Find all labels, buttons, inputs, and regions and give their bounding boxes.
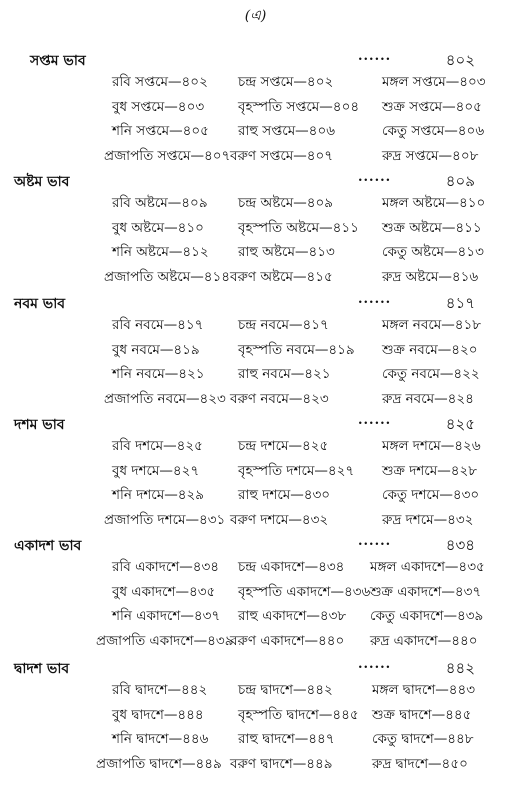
entry: রবি দশমে—৪২৫: [112, 438, 203, 454]
entry-row: [0, 217, 511, 242]
entry: রবি নবমে—৪১৭: [112, 317, 204, 333]
entry: শুক্র দ্বাদশে—৪৪৫: [372, 706, 472, 723]
entry: কেতু দশমে—৪৩০: [382, 487, 480, 503]
entry-row: [0, 605, 511, 630]
entry: কেতু অষ্টমে—৪১৩: [382, 244, 484, 260]
entry: বুধ অষ্টমে—৪১০: [112, 219, 204, 236]
section-title: দশম ভাব: [14, 417, 65, 433]
entry: কেতু নবমে—৪২২: [382, 366, 480, 382]
entry: বৃহস্পতি অষ্টমে—৪১১: [238, 219, 359, 236]
entry: রাহু নবমে—৪২১: [238, 366, 331, 382]
entry: শনি দশমে—৪২৯: [112, 487, 204, 503]
section-page-number: ৪১৭: [445, 294, 475, 312]
entry-row: [0, 679, 511, 704]
entry-row: [0, 363, 511, 388]
entry-row: [0, 71, 511, 96]
entry: বরুণ দশমে—৪৩২: [230, 511, 329, 528]
entry: রবি একাদশে—৪৩৪: [112, 559, 220, 575]
entry: শুক্র দশমে—৪২৮: [382, 462, 477, 479]
entry: কেতু একাদশে—৪৩৯: [370, 608, 484, 624]
entry: কেতু সপ্তমে—৪০৬: [382, 123, 485, 139]
entry: বৃহস্পতি দ্বাদশে—৪৪৫: [238, 706, 359, 723]
entry: মঙ্গল সপ্তমে—৪০৩: [382, 74, 486, 90]
section-title: সপ্তম ভাব: [30, 53, 86, 69]
entry: রুদ্র সপ্তমে—৪০৮: [382, 147, 479, 164]
entry: প্রজাপতি একাদশে—৪৩৯: [96, 632, 234, 649]
entry: রুদ্র দ্বাদশে—৪৫০: [372, 755, 468, 772]
section-header: [0, 49, 511, 71]
entry: শনি সপ্তমে—৪০৫: [112, 123, 209, 139]
leader-dots: ......: [358, 534, 392, 549]
entry: শনি দ্বাদশে—৪৪৬: [112, 731, 209, 747]
entry: বরুণ নবমে—৪২৩: [230, 390, 329, 407]
entry: বুধ দ্বাদশে—৪৪৪: [112, 706, 204, 723]
entry-row: [0, 556, 511, 581]
entry: শনি অষ্টমে—৪১২: [112, 244, 209, 260]
section-page-number: ৪০২: [445, 51, 475, 69]
entry: রাহু দ্বাদশে—৪৪৭: [238, 731, 335, 747]
entry-row: [0, 704, 511, 729]
entry: বরুণ অষ্টমে—৪১৫: [230, 268, 333, 285]
entry-row: [0, 314, 511, 339]
section-page-number: ৪৪২: [445, 659, 475, 677]
entry-row: [0, 460, 511, 485]
entry: চন্দ্র দ্বাদশে—৪৪২: [238, 682, 333, 698]
section-page-number: ৪০৯: [445, 172, 475, 190]
section-title: একাদশ ভাব: [14, 538, 82, 554]
entry-row: [0, 630, 511, 655]
entry: কেতু দ্বাদশে—৪৪৮: [372, 731, 474, 747]
entry-row: [0, 241, 511, 266]
entry: মঙ্গল দশমে—৪২৬: [382, 438, 481, 454]
section-saptam-bhav: [0, 49, 511, 169]
entry: শুক্র নবমে—৪২০: [382, 341, 478, 358]
entry: রাহু সপ্তমে—৪০৬: [238, 123, 336, 139]
section-title: নবম ভাব: [14, 296, 66, 312]
entry-row: [0, 266, 511, 291]
entry-row: [0, 145, 511, 170]
entry-row: [0, 509, 511, 534]
entry: বুধ দশমে—৪২৭: [112, 462, 200, 479]
leader-dots: ......: [358, 292, 392, 307]
entry: বুধ নবমে—৪১৯: [112, 341, 200, 358]
section-page-number: ৪৩৪: [445, 536, 475, 554]
entry: বরুণ দ্বাদশে—৪৪৯: [230, 755, 333, 772]
entry: প্রজাপতি সপ্তমে—৪০৭: [104, 147, 231, 164]
page-number: (এ): [244, 8, 267, 24]
entry: রবি অষ্টমে—৪০৯: [112, 195, 208, 211]
entry-row: [0, 753, 511, 778]
section-header: [0, 292, 511, 314]
entry: বৃহস্পতি নবমে—৪১৯: [238, 341, 355, 358]
leader-dots: ......: [358, 49, 392, 64]
entry: বুধ সপ্তমে—৪০৩: [112, 98, 205, 115]
entry: মঙ্গল নবমে—৪১৮: [382, 317, 482, 333]
entry-row: [0, 192, 511, 217]
section-dwadash-bhav: [0, 657, 511, 777]
entry-row: [0, 484, 511, 509]
entry: শুক্র সপ্তমে—৪০৫: [382, 98, 482, 115]
entry-row: [0, 435, 511, 460]
entry: বরুণ সপ্তমে—৪০৭: [230, 147, 334, 164]
section-ekadash-bhav: [0, 534, 511, 654]
leader-dots: ......: [358, 413, 392, 428]
entry: চন্দ্র দশমে—৪২৫: [238, 438, 329, 454]
section-header: [0, 657, 511, 679]
section-header: [0, 413, 511, 435]
entry: বরুণ একাদশে—৪৪০: [230, 632, 345, 649]
entry: প্রজাপতি নবমে—৪২৩: [104, 390, 226, 407]
entry: চন্দ্র একাদশে—৪৩৪: [238, 559, 345, 575]
section-header: [0, 170, 511, 192]
leader-dots: ......: [358, 170, 392, 185]
entry: চন্দ্র সপ্তমে—৪০২: [238, 74, 334, 90]
entry-row: [0, 96, 511, 121]
section-nabam-bhav: [0, 292, 511, 412]
entry: বৃহস্পতি দশমে—৪২৭: [238, 462, 355, 479]
entry-row: [0, 120, 511, 145]
entry: শুক্র অষ্টমে—৪১১: [382, 219, 482, 236]
entry: চন্দ্র অষ্টমে—৪০৯: [238, 195, 333, 211]
entry: প্রজাপতি দশমে—৪৩১: [104, 511, 226, 528]
entry: শনি একাদশে—৪৩৭: [112, 608, 221, 624]
entry: রুদ্র একাদশে—৪৪০: [370, 632, 478, 649]
entry: বুধ একাদশে—৪৩৫: [112, 583, 216, 600]
entry: বৃহস্পতি সপ্তমে—৪০৪: [238, 98, 360, 115]
entry: রবি সপ্তমে—৪০২: [112, 74, 208, 90]
entry: চন্দ্র নবমে—৪১৭: [238, 317, 329, 333]
entry: রুদ্র নবমে—৪২৪: [382, 390, 474, 407]
entry: বৃহস্পতি একাদশে—৪৩৬: [238, 583, 371, 600]
section-ashtam-bhav: [0, 170, 511, 290]
entry: মঙ্গল অষ্টমে—৪১০: [382, 195, 486, 211]
section-title: অষ্টম ভাব: [14, 174, 70, 190]
entry: রবি দ্বাদশে—৪৪২: [112, 682, 208, 698]
entry: মঙ্গল একাদশে—৪৩৫: [370, 559, 485, 575]
leader-dots: ......: [358, 657, 392, 672]
entry: রুদ্র দশমে—৪৩২: [382, 511, 474, 528]
entry: শনি নবমে—৪২১: [112, 366, 205, 382]
section-page-number: ৪২৫: [445, 415, 475, 433]
entry-row: [0, 728, 511, 753]
entry: রাহু দশমে—৪৩০: [238, 487, 331, 503]
section-title: দ্বাদশ ভাব: [14, 661, 70, 677]
entry-row: [0, 339, 511, 364]
entry: শুক্র একাদশে—৪৩৭: [370, 583, 482, 600]
entry: প্রজাপতি দ্বাদশে—৪৪৯: [96, 755, 222, 772]
section-header: [0, 534, 511, 556]
entry-row: [0, 388, 511, 413]
entry: রুদ্র অষ্টমে—৪১৬: [382, 268, 479, 285]
entry-row: [0, 581, 511, 606]
entry: রাহু একাদশে—৪৩৮: [238, 608, 347, 624]
entry: মঙ্গল দ্বাদশে—৪৪৩: [372, 682, 476, 698]
entry: রাহু অষ্টমে—৪১৩: [238, 244, 335, 260]
section-dasham-bhav: [0, 413, 511, 533]
entry: প্রজাপতি অষ্টমে—৪১৪: [104, 268, 231, 285]
